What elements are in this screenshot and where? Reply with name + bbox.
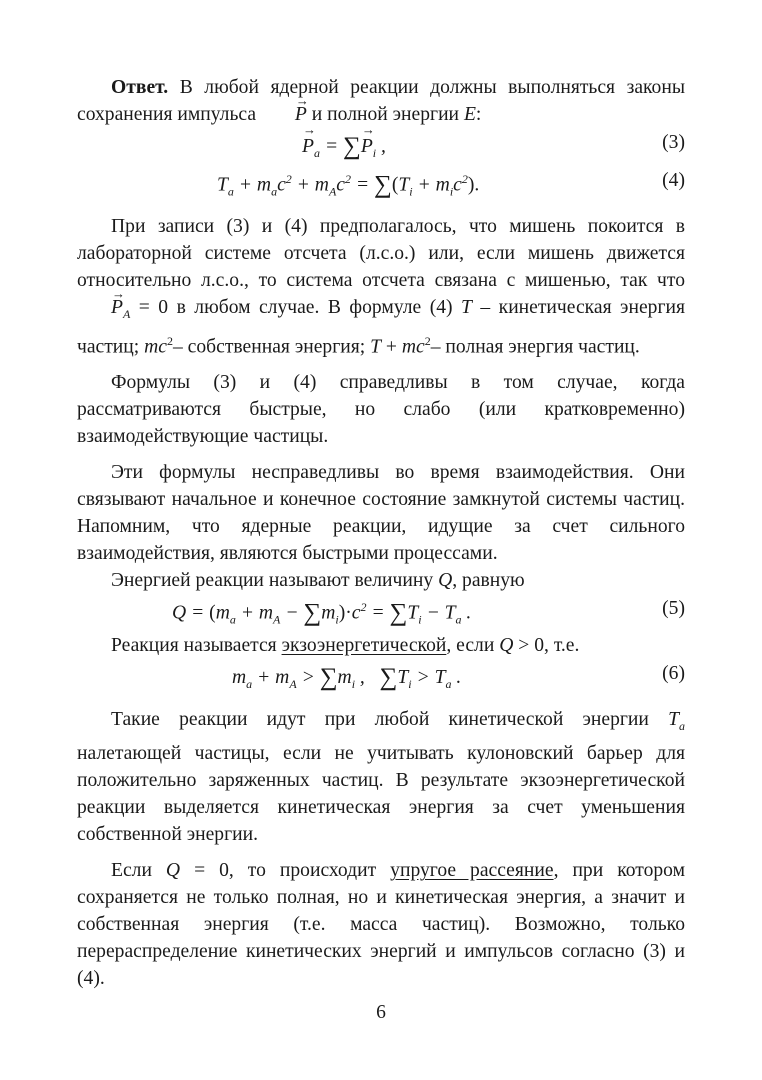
equation-5: $Q = (m_a + m_A - \sum m_i)\cdot c^2 = \sum T_i - T_a$ . (5) bbox=[172, 598, 685, 627]
equation-6-number: (6) bbox=[662, 663, 685, 685]
paragraph-exoenergetic: Реакция называется экзоэнергетической, если Q > 0, т.е. bbox=[111, 635, 580, 657]
paragraph-assumptions: При записи (3) и (4) предполагалось, что мишень покоится в лабораторной системе отсчета (л.с.о.) или, если мишень движется относительно л.с.о., то система отсчета связана с мишенью, так что → $P_A = 0$ в любом случае. В формуле (4) T – кинетическая энергия частиц; $mc^2-$ собственная энергия; $T + mc^2-$ полная энергия частиц. bbox=[77, 213, 685, 360]
paragraph-validity: Формулы (3) и (4) справедливы в том случае, когда рассматриваются быстрые, но слабо (или кратковременно) взаимодействующие частицы. bbox=[77, 372, 685, 448]
paragraph-exo-reactions: Такие реакции идут при любой кинетической энергии $T_a$ налетающей частицы, если не учитывать кулоновский барьер для положительно заряженных частиц. В результате экзоэнергетической реакции выделяется кинетическая энергия за счет уменьшения собственной энергии. bbox=[77, 709, 685, 846]
answer-lead: Ответ. bbox=[111, 77, 169, 98]
term-exoenergetic: экзоэнергетической bbox=[281, 635, 447, 657]
equation-6: $m_a + m_A > \sum m_i$ , $\sum T_i > T_a$ . (6) bbox=[232, 663, 685, 692]
equation-3-number: (3) bbox=[662, 132, 685, 153]
paragraph-answer: Ответ. В любой ядерной реакции должны выполняться законы сохранения импульса → P и полной энергии E: bbox=[77, 74, 685, 128]
paragraph-elastic: Если Q = 0, то происходит упругое рассеяние, при котором сохраняется не только полная, но и кинетическая энергия, а значит и собственная энергия (т.е. масса частиц). Возможно, только перераспределение кинетических энергий и импульсов согласно (3) и (4). bbox=[77, 860, 685, 990]
equation-3: → $P_a$ = ∑→ $P_i$ , (3) bbox=[77, 128, 685, 166]
page-number: 6 bbox=[376, 1002, 386, 1023]
paragraph-reaction-energy: Энергией реакции называют величину Q, равную bbox=[111, 570, 525, 592]
term-elastic-scattering: упругое рассеяние bbox=[390, 860, 554, 882]
paragraph-interaction: Эти формулы несправедливы во время взаимодействия. Они связывают начальное и конечное состояние замкнутой системы частиц. Напомним, что ядерные реакции, идущие за счет сильного взаимодействия, являются быстрыми процессами. bbox=[77, 462, 685, 565]
equation-4-number: (4) bbox=[662, 170, 685, 191]
page-content bbox=[77, 74, 685, 992]
momentum-symbol: → P bbox=[261, 101, 307, 128]
equation-5-number: (5) bbox=[662, 598, 685, 620]
equation-4: $T_a + m_ac^2 + m_Ac^2 = \sum(T_i + m_ic^2)$. (4) bbox=[217, 170, 685, 199]
